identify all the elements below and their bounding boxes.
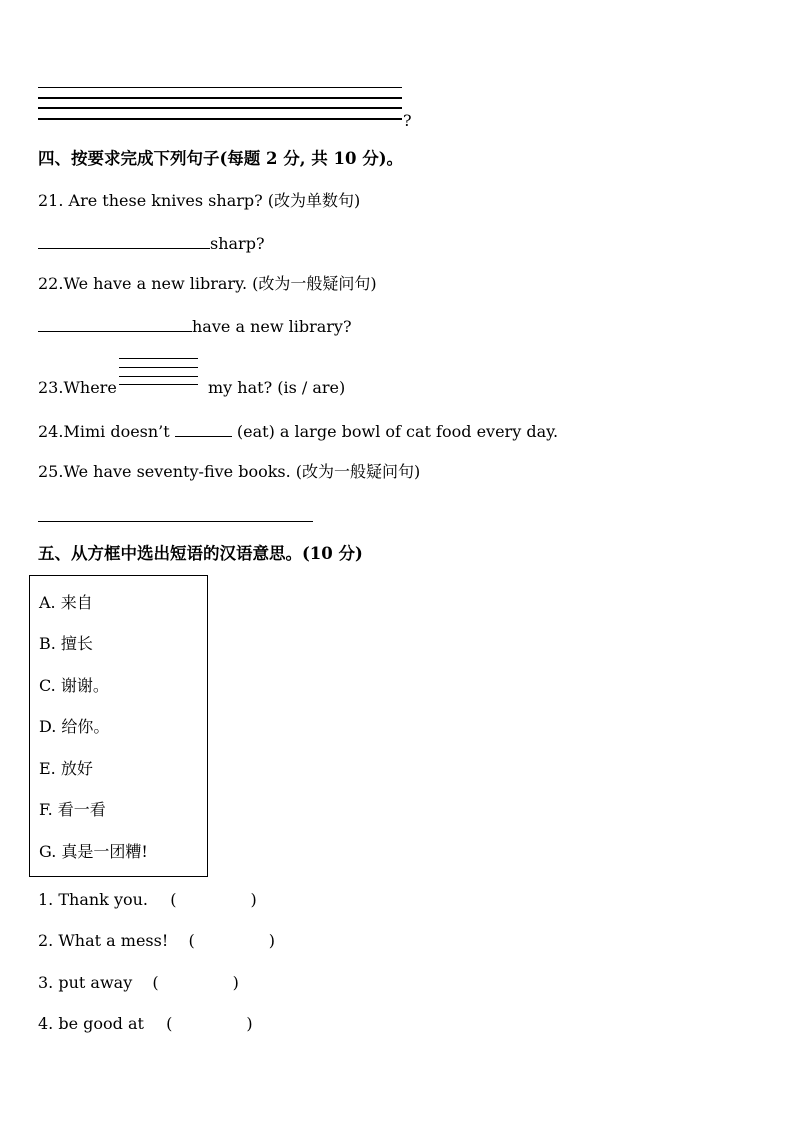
question-24: [38, 421, 558, 442]
question-21: 21. Are these knives sharp? (改为单数句): [38, 191, 361, 210]
answer-line-3: [38, 107, 402, 109]
blank-22[interactable]: [38, 316, 192, 332]
answer-paren-3[interactable]: ( ): [152, 973, 239, 992]
blank-23-line-1[interactable]: [119, 358, 198, 359]
question-22: 22.We have a new library. (改为一般疑问句): [38, 274, 377, 293]
question-mark: ?: [403, 111, 412, 130]
match-question-1-text: 1. Thank you.: [38, 890, 149, 909]
answer-line-2: [38, 97, 402, 99]
answer-paren-1[interactable]: ( ): [170, 890, 257, 909]
question-23-suffix: my hat? (is / are): [208, 378, 346, 397]
blank-24[interactable]: [175, 421, 232, 437]
blank-23-line-2[interactable]: [119, 367, 198, 368]
answer-22: [38, 316, 352, 337]
section5-heading: 五、从方框中选出短语的汉语意思。(10 分): [38, 544, 363, 563]
option-b: B. 擅长: [39, 634, 93, 653]
answer-paren-2[interactable]: ( ): [188, 931, 275, 950]
match-question-4: [38, 1014, 253, 1034]
answer-line-1: [38, 87, 402, 88]
match-question-1: [38, 890, 257, 910]
section4-heading: 四、按要求完成下列句子(每题 2 分, 共 10 分)。: [38, 149, 404, 168]
option-d: D. 给你。: [39, 717, 110, 736]
blank-21[interactable]: [38, 233, 210, 249]
option-a: A. 来自: [39, 593, 93, 612]
blank-23-line-4[interactable]: [119, 384, 198, 385]
blank-25[interactable]: [38, 521, 313, 522]
option-f: F. 看一看: [39, 800, 106, 819]
question-24-prefix: 24.Mimi doesn’t: [38, 422, 170, 441]
question-24-suffix: (eat) a large bowl of cat food every day.: [236, 422, 559, 441]
answer-21-suffix: sharp?: [210, 234, 265, 253]
match-question-2: [38, 931, 275, 951]
match-question-2-text: 2. What a mess!: [38, 931, 169, 950]
match-question-3-text: 3. put away: [38, 973, 133, 992]
answer-21: [38, 233, 265, 254]
option-e: E. 放好: [39, 759, 93, 778]
answer-paren-4[interactable]: ( ): [166, 1014, 253, 1033]
answer-line-4: [38, 118, 402, 120]
option-g: G. 真是一团糟!: [39, 842, 148, 861]
options-box: [29, 575, 208, 877]
question-23-prefix: 23.Where: [38, 378, 117, 397]
match-question-3: [38, 973, 239, 993]
blank-23-line-3[interactable]: [119, 376, 198, 377]
option-c: C. 谢谢。: [39, 676, 109, 695]
answer-22-suffix: have a new library?: [192, 317, 352, 336]
match-question-4-text: 4. be good at: [38, 1014, 144, 1033]
question-25: 25.We have seventy-five books. (改为一般疑问句): [38, 462, 421, 481]
